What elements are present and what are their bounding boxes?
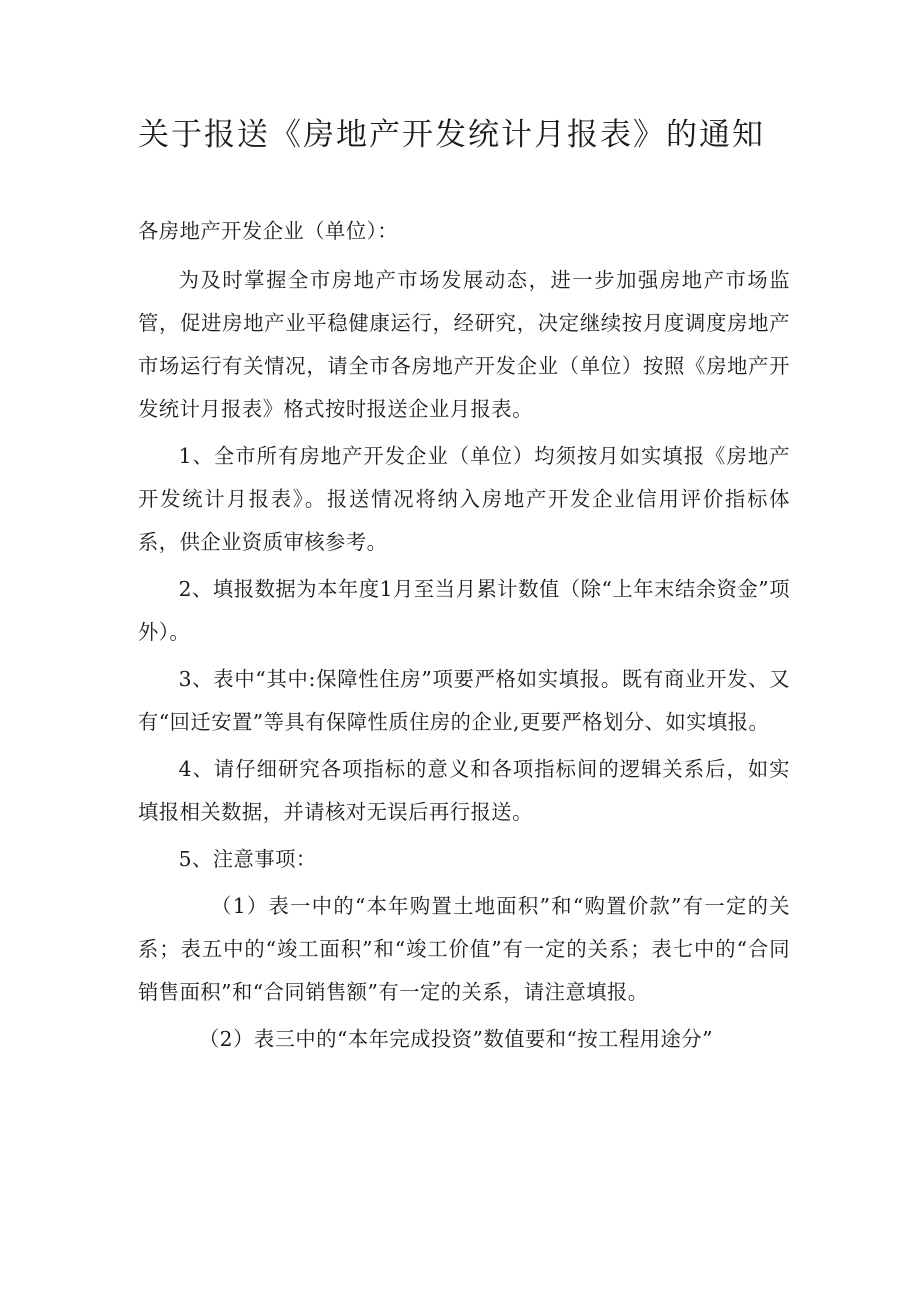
salutation: 各房地产开发企业（单位）： — [138, 219, 399, 243]
item-3-paragraph: 3、表中“其中:保障性住房”项要严格如实填报。既有商业开发、又有“回迁安置”等具有保障性质住房的企业,更要严格划分、如实填报。 — [138, 667, 790, 734]
item-4-paragraph: 4、请仔细研究各项指标的意义和各项指标间的逻辑关系后，如实填报相关数据，并请核对无误后再行报送。 — [138, 757, 790, 824]
document-title: 关于报送《房地产开发统计月报表》的通知 — [138, 117, 765, 153]
item-5-heading: 5、注意事项： — [178, 847, 317, 871]
document-body — [138, 210, 790, 1065]
note-1-paragraph: （1）表一中的“本年购置土地面积”和“购置价款”有一定的关系；表五中的“竣工面积”和“竣工价值”有一定的关系；表七中的“合同销售面积”和“合同销售额”有一定的关系，请注意填报。 — [138, 894, 790, 1004]
note-2-paragraph: （2）表三中的“本年完成投资”数值要和“按工程用途分” — [198, 1027, 713, 1051]
item-2-paragraph: 2、填报数据为本年度1月至当月累计数值（除“上年末结余资金”项外）。 — [138, 577, 790, 644]
intro-paragraph: 为及时掌握全市房地产市场发展动态，进一步加强房地产市场监管，促进房地产业平稳健康运行，经研究，决定继续按月度调度房地产市场运行有关情况，请全市各房地产开发企业（单位）按照《房地产开发统计月报表》格式按时报送企业月报表。 — [138, 268, 790, 421]
item-1-paragraph: 1、全市所有房地产开发企业（单位）均须按月如实填报《房地产开发统计月报表》。报送情况将纳入房地产开发企业信用评价指标体系，供企业资质审核参考。 — [138, 444, 790, 554]
